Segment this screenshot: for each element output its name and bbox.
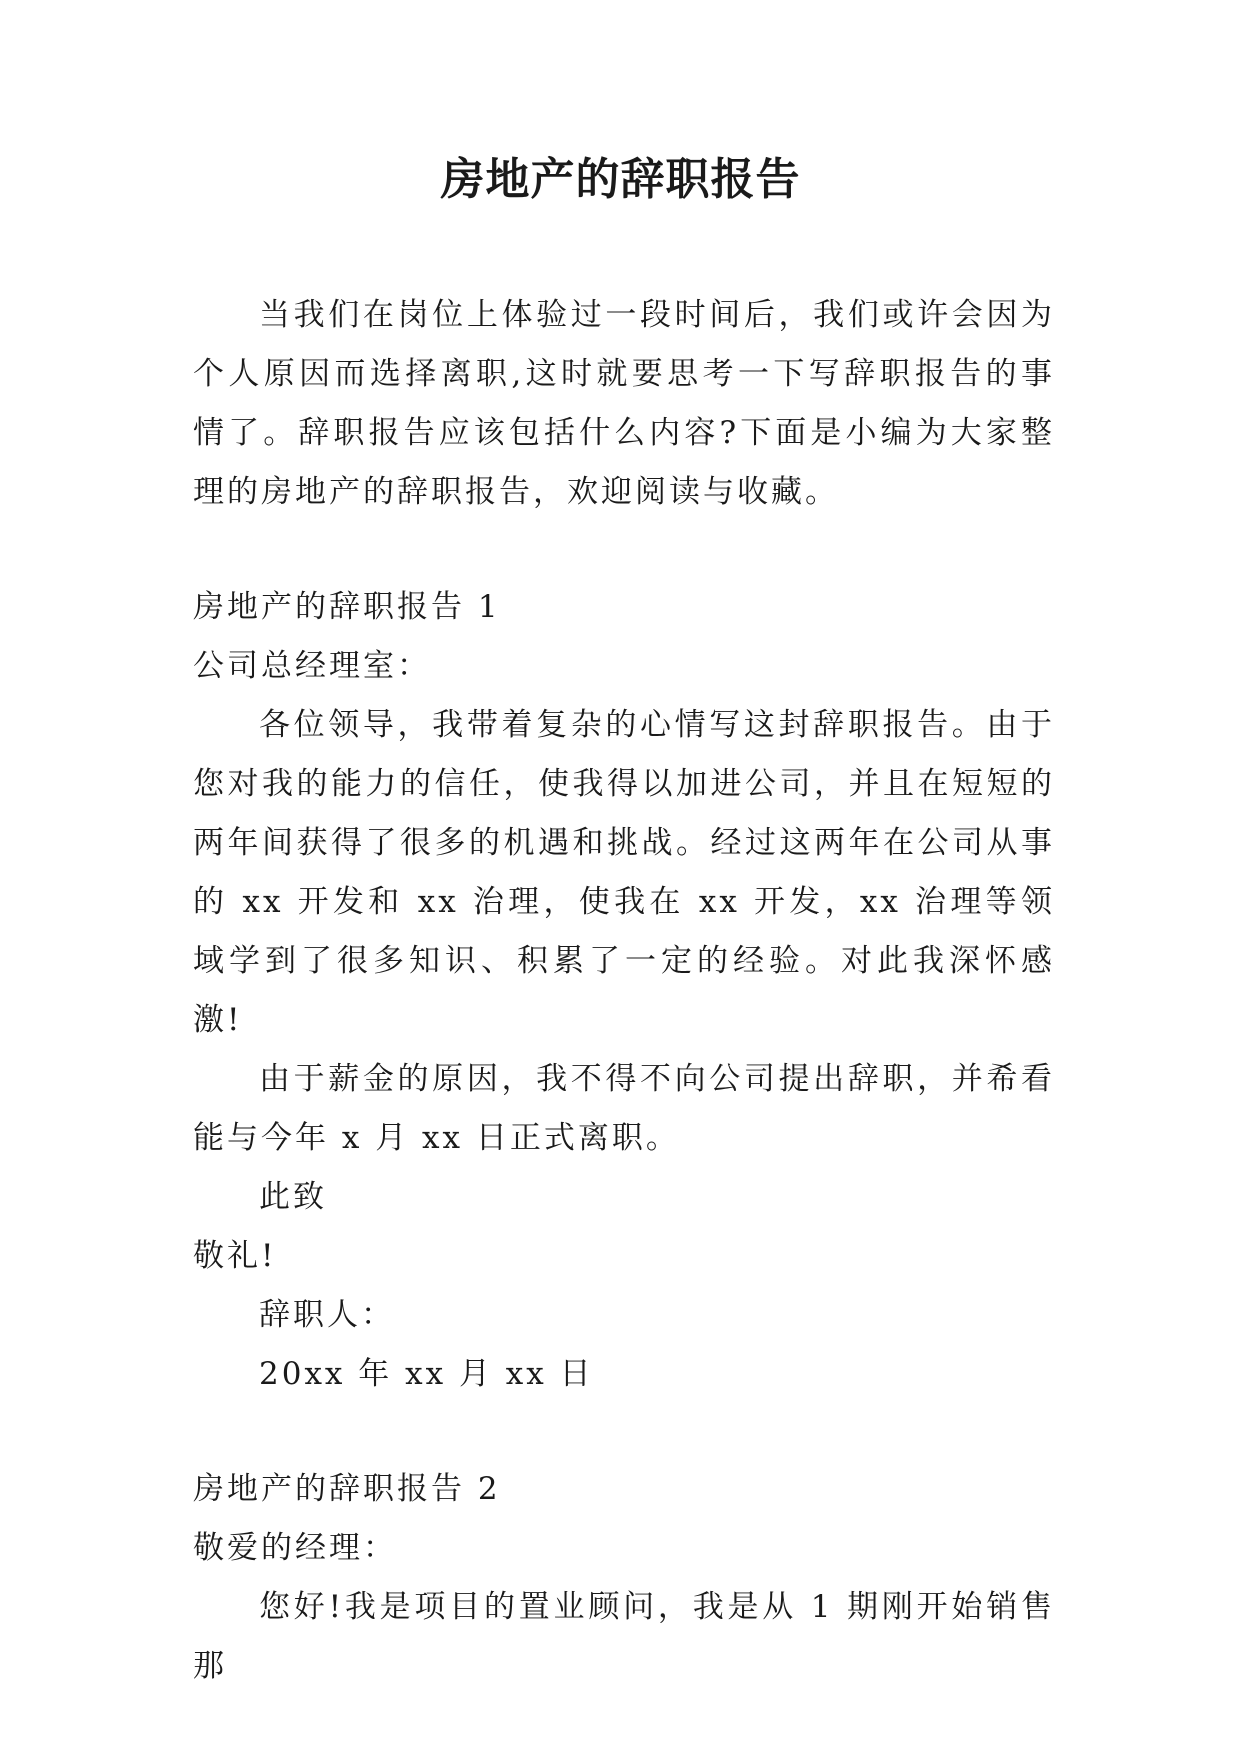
document-title: 房地产的辞职报告 [440, 154, 801, 205]
section-1-paragraph-1: 各位领导，我带着复杂的心情写这封辞职报告。由于您对我的能力的信任，使我得以加进公司，并且在短短的两年间获得了很多的机遇和挑战。经过这两年在公司从事的 xx 开发和 xx 治理，使我在 xx 开发，xx 治理等领域学到了很多知识、积累了一定的经验。对此我深怀感激! [193, 707, 1055, 1038]
section-2-heading: 房地产的辞职报告 2 [193, 1471, 501, 1507]
section-1-date: 20xx 年 xx 月 xx 日 [259, 1356, 594, 1392]
section-1-heading: 房地产的辞职报告 1 [193, 589, 501, 625]
section-1-closing-2: 敬礼! [193, 1238, 277, 1274]
section-1-closing-1: 此致 [259, 1179, 327, 1215]
section-1-paragraph-2: 由于薪金的原因，我不得不向公司提出辞职，并希看能与今年 x 月 xx 日正式离职。 [193, 1061, 1055, 1156]
section-1-salutation: 公司总经理室： [193, 648, 431, 684]
section-1-signer: 辞职人： [259, 1297, 395, 1333]
document-body [193, 286, 1055, 1696]
section-2-paragraph-1: 您好!我是项目的置业顾问，我是从 1 期刚开始销售那 [193, 1589, 1055, 1684]
section-2-salutation: 敬爱的经理： [193, 1530, 397, 1566]
intro-paragraph: 当我们在岗位上体验过一段时间后，我们或许会因为个人原因而选择离职,这时就要思考一下写辞职报告的事情了。辞职报告应该包括什么内容?下面是小编为大家整理的房地产的辞职报告，欢迎阅读与收藏。 [193, 297, 1055, 510]
